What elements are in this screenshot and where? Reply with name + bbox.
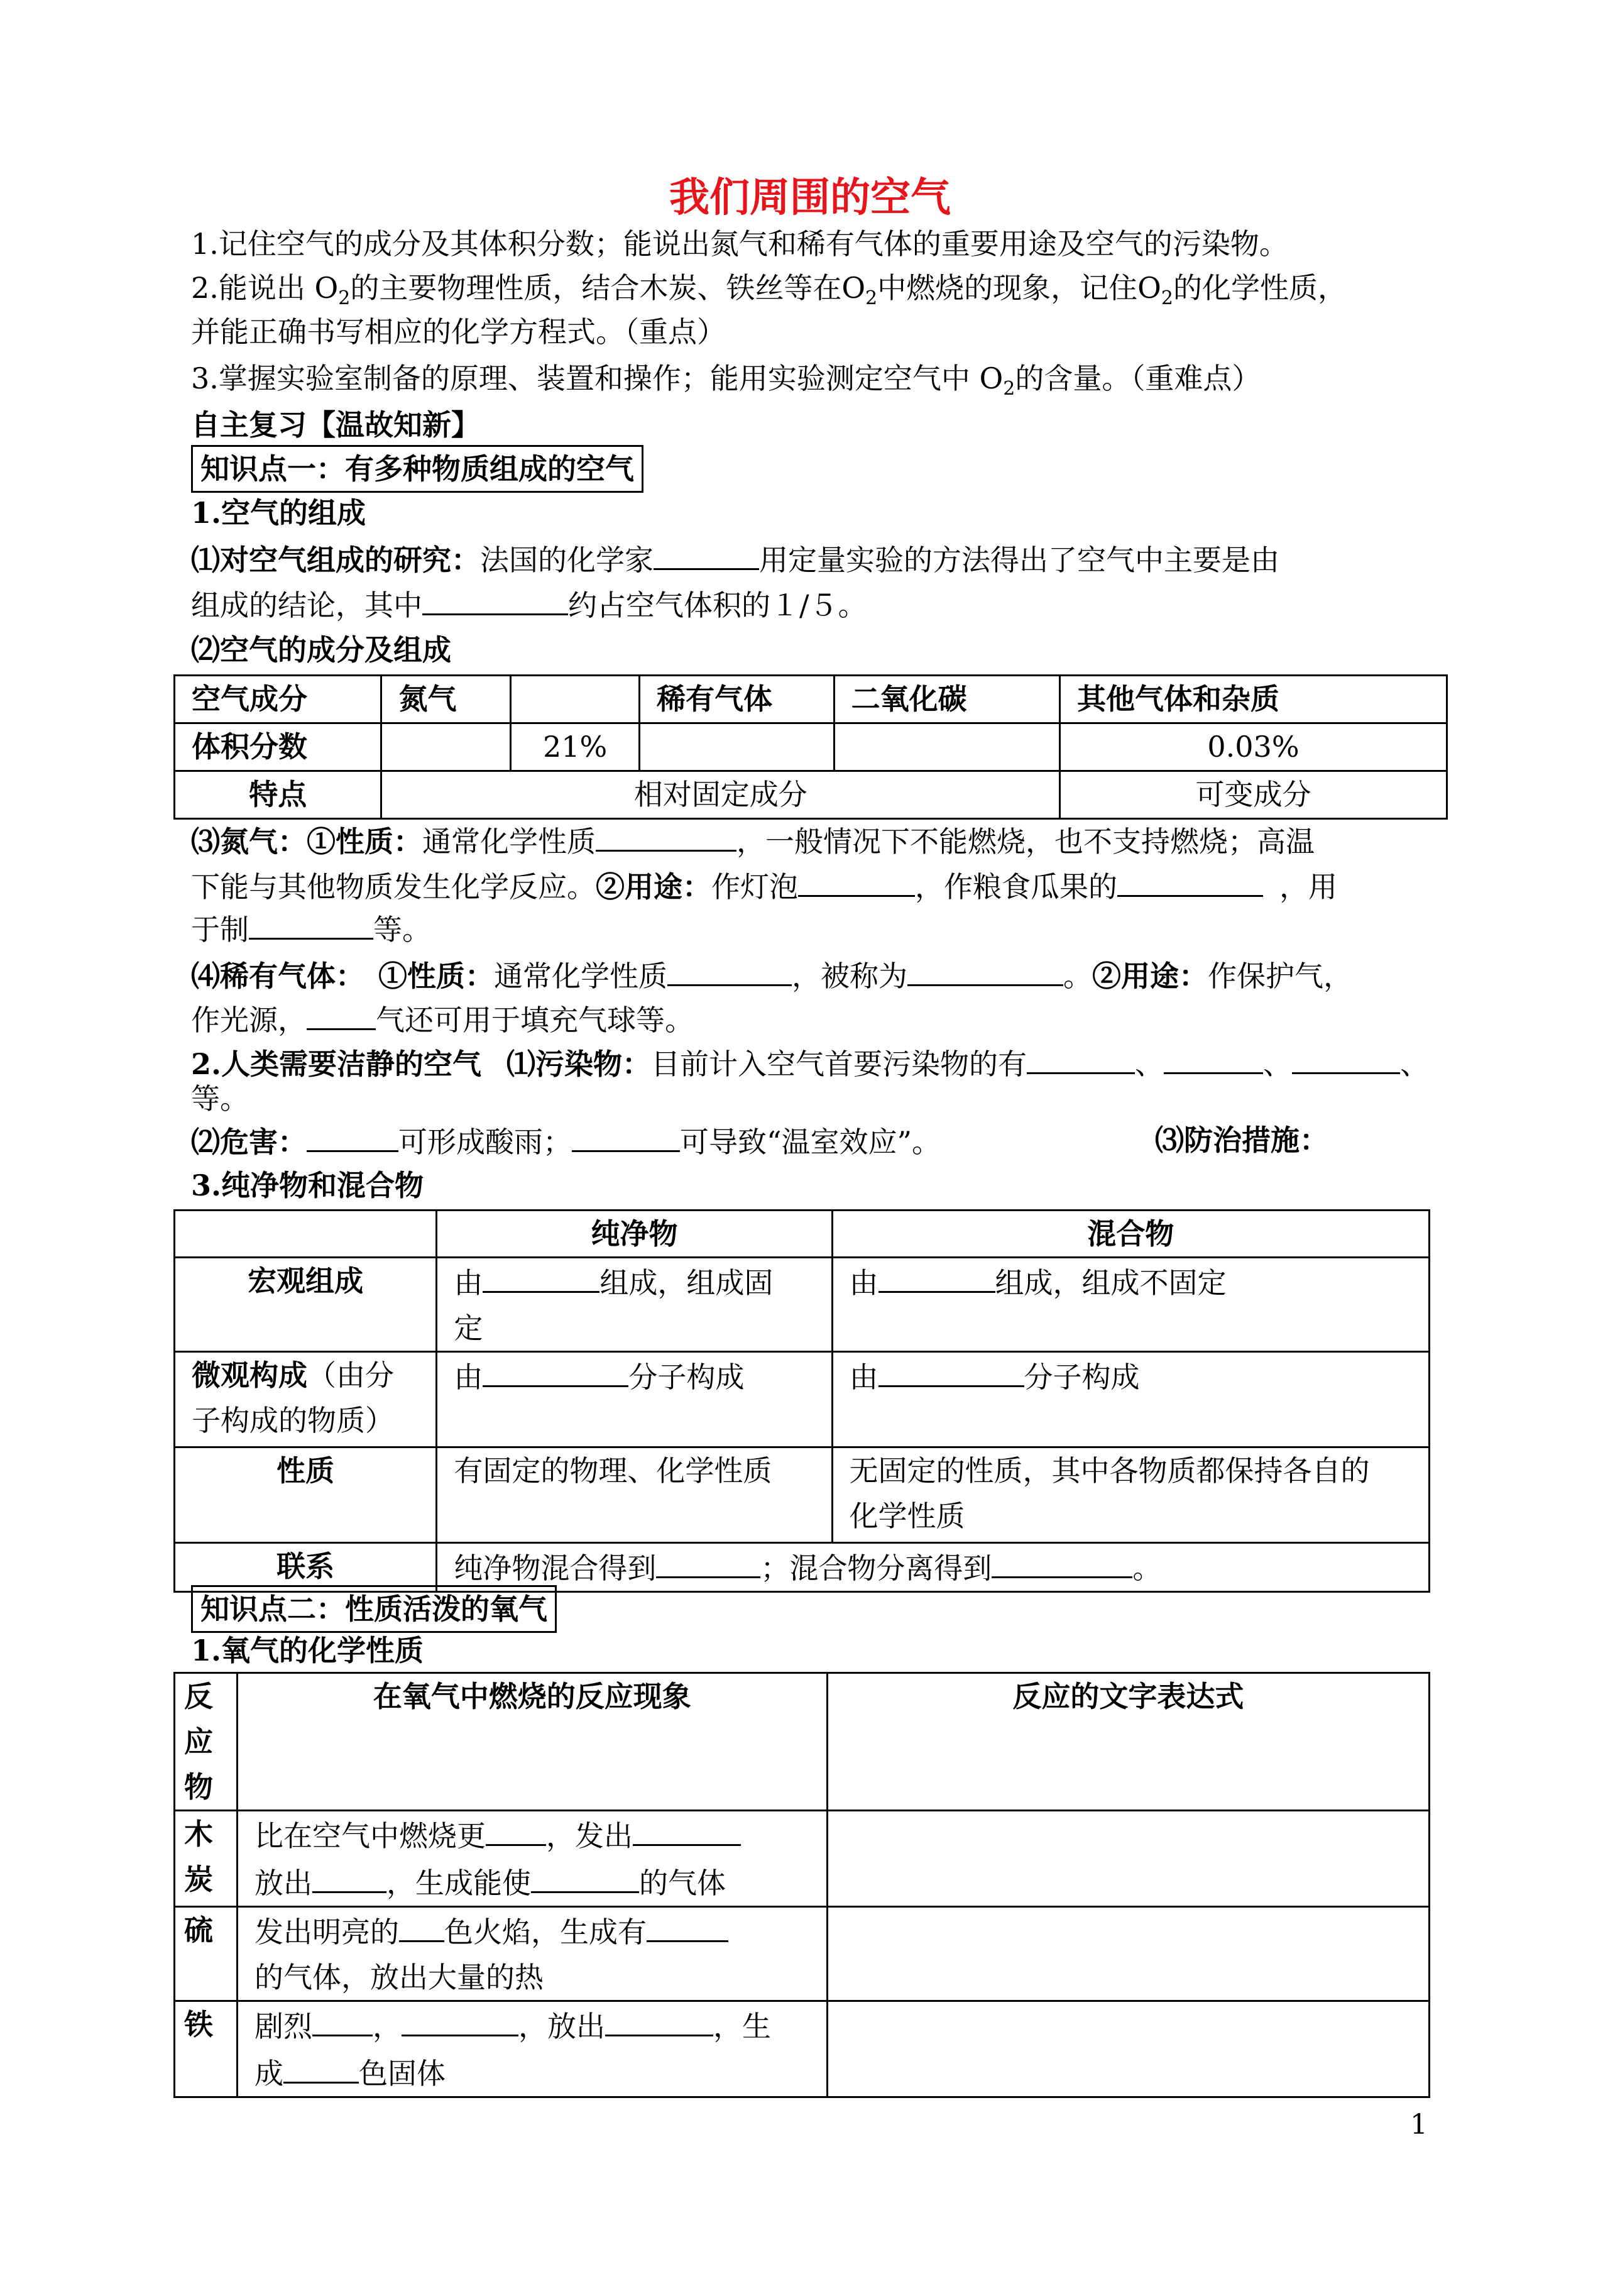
blank-field[interactable] [307, 996, 376, 1030]
table-cell: 二氧化碳 [834, 676, 1059, 723]
prevention-label: ⑶防治措施： [1155, 1123, 1328, 1157]
text: 比在空气中燃烧更 [254, 1819, 486, 1853]
table-cell: 有固定的物理、化学性质 [437, 1447, 832, 1543]
objective-2-c: 中燃烧的现象，记住O [877, 271, 1161, 305]
table-row [175, 1258, 1430, 1352]
text: 微观构成 [192, 1358, 307, 1392]
table-cell[interactable] [640, 723, 835, 771]
table-row [175, 676, 1447, 723]
page-number: 1 [1410, 2109, 1428, 2141]
text: 作光源， [191, 1003, 307, 1037]
table-cell: 纯净物 [437, 1211, 832, 1258]
table-cell: 可变成分 [1059, 771, 1447, 819]
use-label: ②用途： [596, 870, 711, 904]
table-cell[interactable] [381, 723, 511, 771]
table-cell: 其他气体和杂质 [1059, 676, 1447, 723]
blank-field[interactable] [907, 952, 1063, 986]
objective-1 [191, 221, 1288, 266]
text: （由分 [307, 1358, 394, 1392]
text: 目前计入空气首要污染物的有 [651, 1047, 1027, 1081]
section-2-heading: 2.人类需要洁静的空气 [191, 1047, 482, 1081]
table-cell [175, 1811, 238, 1907]
table-cell [175, 1211, 437, 1258]
table-cell [832, 1447, 1429, 1543]
text: 反 [184, 1679, 213, 1713]
pollution-line [191, 1040, 1429, 1087]
text: 组成，组成不固定 [995, 1266, 1227, 1300]
subscript: 2 [338, 287, 351, 310]
table-cell [437, 1258, 832, 1352]
table-cell: 特点 [175, 771, 381, 819]
text: 可导致“温室效应”。 [680, 1125, 941, 1159]
text: 通常化学性质 [494, 959, 667, 993]
text: 由 [849, 1360, 878, 1394]
research-text-d: 约占空气体积的１/５。 [568, 588, 867, 622]
table-cell: 混合物 [832, 1211, 1429, 1258]
table-cell: 联系 [175, 1543, 437, 1592]
text: 。 [1063, 959, 1092, 993]
text: 的气体 [638, 1866, 726, 1900]
text: 成 [254, 2057, 283, 2090]
hazard-line [191, 1118, 941, 1165]
text: 下能与其他物质发生化学反应。 [191, 870, 596, 904]
nitrogen-line-2 [191, 862, 1337, 909]
blank-field[interactable] [798, 862, 915, 897]
text: ，被称为 [792, 959, 907, 993]
table-cell [237, 1811, 827, 1907]
nitrogen-label: ⑶氮气：①性质： [191, 825, 422, 859]
section-3-heading: 3.纯净物和混合物 [191, 1168, 424, 1202]
text: 定 [454, 1311, 483, 1345]
blank-field[interactable] [486, 1811, 546, 1846]
table-row [175, 1811, 1430, 1907]
research-label: ⑴对空气组成的研究： [191, 543, 480, 577]
table-row [175, 1211, 1430, 1258]
text: ，一般情况下不能燃烧，也不支持燃烧；高温 [736, 825, 1315, 859]
pollution-end: 等。 [191, 1082, 249, 1116]
blank-field[interactable] [307, 1118, 398, 1152]
table-cell[interactable] [834, 723, 1059, 771]
blank-field[interactable] [1164, 1040, 1263, 1074]
research-text-b: 用定量实验的方法得出了空气中主要是由 [759, 543, 1279, 577]
text: 应 [184, 1725, 213, 1759]
text: 色火焰，生成有 [444, 1915, 647, 1949]
noble-gas-line-1 [191, 952, 1352, 999]
research-line-2 [191, 581, 867, 628]
text: ，用 [1279, 870, 1337, 904]
blank-field[interactable] [483, 1353, 628, 1387]
blank-field[interactable] [605, 2002, 713, 2036]
objective-3-a: 3.掌握实验室制备的原理、装置和操作；能用实验测定空气中 O [191, 361, 1004, 395]
objective-2-a: 2.能说出 O [191, 271, 339, 305]
text: 放出 [254, 1866, 312, 1900]
kp1-box: 知识点一：有多种物质组成的空气 [191, 445, 643, 493]
table-row [175, 723, 1447, 771]
table-cell [175, 1673, 238, 1811]
objective-1-text: 1.记住空气的成分及其体积分数；能说出氮气和稀有气体的重要用途及空气的污染物。 [191, 227, 1288, 261]
blank-field[interactable] [1027, 1040, 1135, 1074]
table-row [175, 1907, 1430, 2001]
table-cell: 硫 [175, 1907, 238, 2001]
blank-field[interactable] [647, 1908, 728, 1942]
text: 物 [184, 1770, 213, 1804]
subscript: 2 [1003, 378, 1015, 400]
text: ；混合物分离得到 [760, 1551, 992, 1585]
blank-field[interactable] [654, 536, 759, 570]
text: 由 [454, 1360, 483, 1394]
blank-field[interactable] [572, 1118, 680, 1152]
blank-field[interactable] [992, 1544, 1132, 1578]
property-label: ①性质： [378, 959, 494, 993]
text: ，发出 [545, 1819, 633, 1853]
section-1-heading: 1.空气的组成 [191, 496, 366, 530]
blank-field[interactable] [1292, 1040, 1400, 1074]
table-cell: 体积分数 [175, 723, 381, 771]
text: 等。 [373, 913, 431, 947]
table-cell: 铁 [175, 2001, 238, 2097]
text: ，作粮食瓜果的 [915, 870, 1117, 904]
text: 由 [849, 1266, 878, 1300]
table-row [175, 1447, 1430, 1543]
table-cell[interactable] [827, 2001, 1429, 2097]
blank-field[interactable] [878, 1353, 1024, 1387]
subscript: 2 [1161, 287, 1173, 310]
kp2-box: 知识点二：性质活泼的氧气 [191, 1585, 557, 1633]
blank-field[interactable] [312, 1859, 386, 1893]
table-cell [237, 2001, 827, 2097]
blank-field[interactable] [531, 1859, 639, 1893]
blank-field[interactable] [483, 1258, 599, 1293]
section-1-2-heading: ⑵空气的成分及组成 [191, 633, 451, 667]
table-cell: 相对固定成分 [381, 771, 1060, 819]
text: 分子构成 [1024, 1360, 1140, 1394]
research-text-a: 法国的化学家 [480, 543, 654, 577]
air-composition-table [173, 674, 1448, 820]
table-row [175, 771, 1447, 819]
text: 组成，组成固 [599, 1266, 774, 1300]
text: 木 [184, 1817, 213, 1851]
table-cell[interactable] [827, 1811, 1429, 1907]
text: 通常化学性质 [422, 825, 596, 859]
text: 化学性质 [849, 1499, 965, 1533]
text: 的气体，放出大量的热 [254, 1960, 544, 1994]
table-cell [832, 1258, 1429, 1352]
blank-field[interactable] [1117, 862, 1263, 897]
table-cell[interactable] [827, 1907, 1429, 2001]
separator: 、 [1135, 1047, 1164, 1081]
text: 发出明亮的 [254, 1915, 399, 1949]
blank-field[interactable] [312, 2002, 373, 2036]
blank-field[interactable] [656, 1544, 760, 1578]
blank-field[interactable] [399, 1908, 444, 1942]
table-cell[interactable] [511, 676, 640, 723]
subscript: 2 [865, 287, 878, 310]
table-cell: 0.03% [1059, 723, 1447, 771]
blank-field[interactable] [878, 1258, 995, 1293]
noble-gas-label: ⑷稀有气体： [191, 959, 364, 993]
table-row [175, 1352, 1430, 1447]
knowledge-point-2 [191, 1585, 557, 1633]
text: 。 [1132, 1551, 1162, 1585]
blank-field[interactable] [596, 817, 736, 852]
table-cell: 宏观组成 [175, 1258, 437, 1352]
table-row [175, 1543, 1430, 1592]
text: 作保护气， [1208, 959, 1352, 993]
text: 炭 [184, 1862, 213, 1896]
use-label: ②用途： [1092, 959, 1208, 993]
blank-field[interactable] [249, 905, 373, 940]
table-cell [832, 1352, 1429, 1447]
table-row [175, 2001, 1430, 2097]
research-line [191, 536, 1279, 583]
text: 可形成酸雨； [398, 1125, 572, 1159]
objective-2-e: 并能正确书写相应的化学方程式。（重点） [191, 315, 726, 349]
knowledge-point-1 [191, 445, 643, 493]
table-cell: 稀有气体 [640, 676, 835, 723]
text: 色固体 [358, 2057, 446, 2090]
text: ，生成能使 [386, 1866, 531, 1900]
blank-field[interactable] [667, 952, 792, 986]
self-review-heading: 自主复习【温故知新】 [191, 408, 480, 442]
text: 作灯泡 [711, 870, 798, 904]
hazard-label: ⑵危害： [191, 1125, 307, 1159]
table-cell [237, 1907, 827, 2001]
text: 于制 [191, 913, 249, 947]
text: 由 [454, 1266, 483, 1300]
section-4-heading: 1.氧气的化学性质 [191, 1634, 424, 1667]
research-text-c: 组成的结论，其中 [191, 588, 422, 622]
table-row [175, 1673, 1430, 1811]
page-title: 我们周围的空气 [669, 174, 951, 221]
objective-2-d: 的化学性质， [1173, 271, 1347, 305]
nitrogen-line-3 [191, 905, 431, 952]
text: 剧烈 [254, 2009, 312, 2043]
table-cell: 氮气 [381, 676, 511, 723]
text: ，生 [713, 2009, 771, 2043]
noble-gas-line-2 [191, 996, 694, 1043]
text: 子构成的物质） [192, 1403, 394, 1437]
text: 分子构成 [628, 1360, 745, 1394]
text: ，放出 [518, 2009, 605, 2043]
table-cell: 反应的文字表达式 [827, 1673, 1429, 1811]
blank-field[interactable] [283, 2049, 359, 2084]
table-cell: 性质 [175, 1447, 437, 1543]
text: 无固定的性质，其中各物质都保持各自的 [849, 1454, 1370, 1488]
table-cell: 空气成分 [175, 676, 381, 723]
oxygen-properties-table [173, 1672, 1430, 2098]
text: 气还可用于填充气球等。 [376, 1003, 694, 1037]
pure-mixture-table [173, 1209, 1430, 1593]
table-cell [175, 1352, 437, 1447]
objective-3-b: 的含量。（重难点） [1015, 361, 1261, 395]
objective-2-b: 的主要物理性质，结合木炭、铁丝等在O [350, 271, 866, 305]
pollutant-label: ⑴污染物： [506, 1047, 652, 1081]
blank-field[interactable] [422, 581, 568, 615]
table-cell [437, 1352, 832, 1447]
blank-field[interactable] [402, 2002, 518, 2036]
nitrogen-line-1 [191, 817, 1315, 864]
table-cell: 21% [511, 723, 640, 771]
table-cell: 在氧气中燃烧的反应现象 [237, 1673, 827, 1811]
table-cell [437, 1543, 1430, 1592]
text: ， [372, 2009, 402, 2043]
separator: 、 [1263, 1047, 1293, 1081]
objective-2-cont [191, 309, 726, 354]
text: 纯净物混合得到 [454, 1551, 657, 1585]
blank-field[interactable] [633, 1811, 741, 1846]
separator: 、 [1400, 1047, 1430, 1081]
